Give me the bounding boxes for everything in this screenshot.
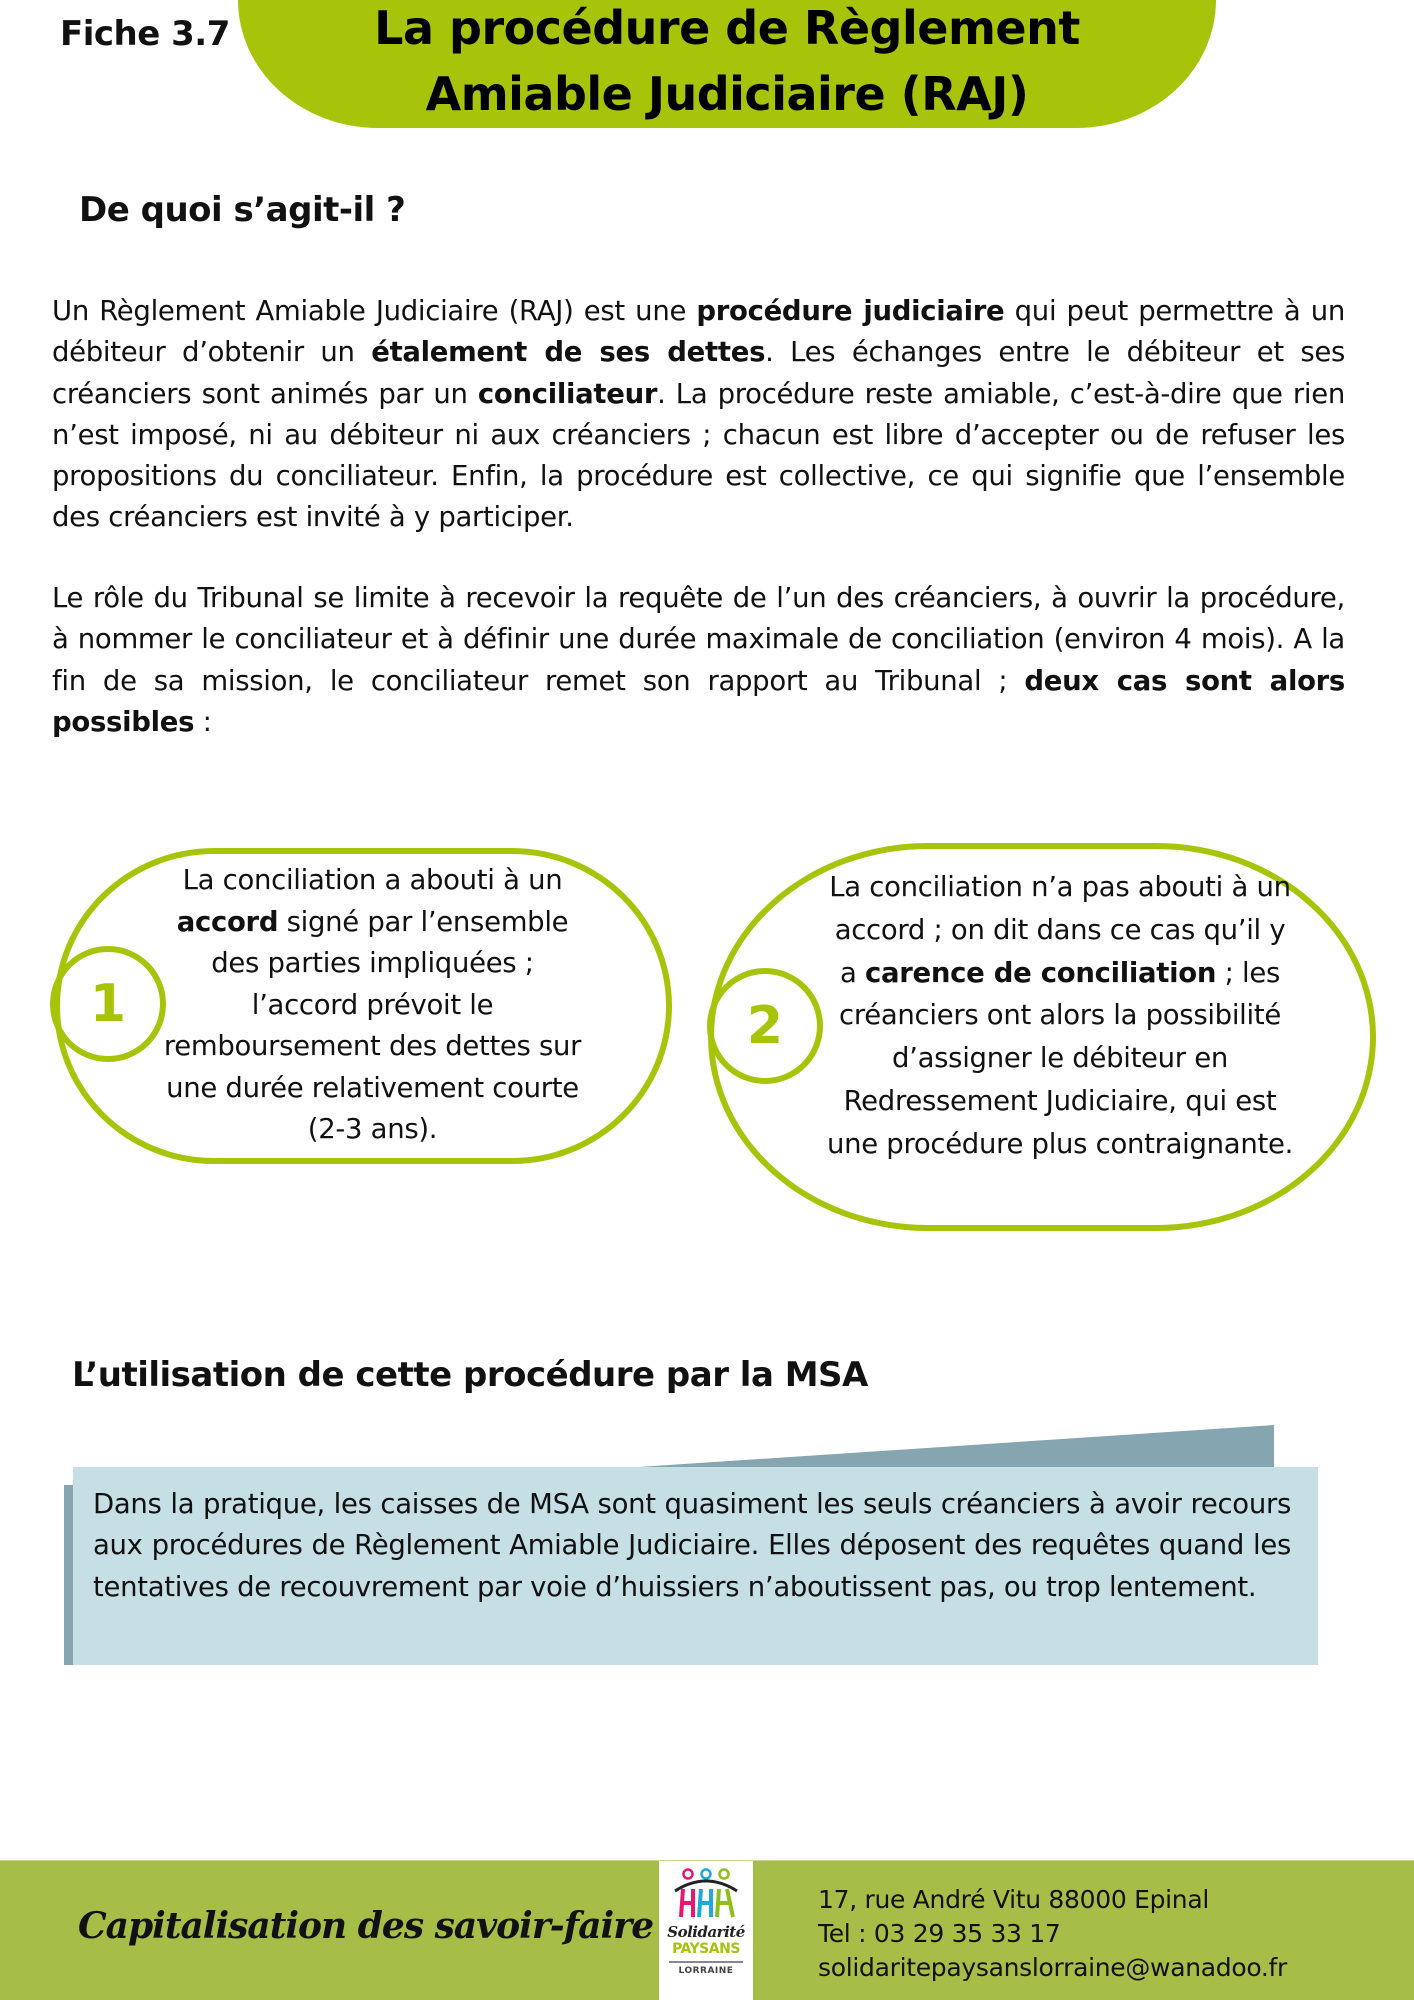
emphasis-text: conciliateur <box>477 377 658 410</box>
case-2-text <box>825 866 1295 1166</box>
footer <box>0 1860 1414 2000</box>
emphasis-text: deux cas sont alors possibles <box>52 664 1345 738</box>
title-banner <box>238 0 1216 128</box>
text-run: . Les échanges entre le débiteur et ses créanciers sont animés par un <box>52 336 1346 410</box>
page-title <box>374 0 1080 127</box>
page-title-line-2: Amiable Judiciaire (RAJ) <box>425 67 1029 121</box>
contact-address: 17, rue André Vitu 88000 Epinal <box>818 1885 1210 1914</box>
text-run: signé par l’ensemble des parties impliquées ; l’accord prévoit le remboursement des dettes sur une durée relativement courte (2-3 ans). <box>163 905 582 1145</box>
emphasis-text: carence de conciliation <box>865 956 1217 989</box>
msa-info-text: Dans la pratique, les caisses de MSA sont quasiment les seuls créanciers à avoir recours aux procédures de Règlement Amiable Judiciaire. Elles déposent des requêtes quand les tentatives de recouvrement par voie d’huissiers n’aboutissent pas, ou trop lentement. <box>93 1488 1291 1603</box>
case-1-number-badge: 1 <box>50 946 166 1062</box>
text-run: qui peut permettre à un débiteur d’obtenir un <box>52 295 1345 369</box>
emphasis-text: accord <box>176 905 279 938</box>
page-title-line-1: La procédure de Règlement <box>374 1 1080 55</box>
footer-tagline: Capitalisation des savoir-faire <box>78 1905 654 1947</box>
text-run: . La procédure reste amiable, c’est-à-dire que rien n’est imposé, ni au débiteur ni aux créanciers ; chacun est libre d’accepter ou de refuser les propositions du conciliateur. Enfin, la procédure est collective, ce qui signifie que l’ensemble des créanciers est invité à y participer. <box>52 377 1345 534</box>
people-holding-hands-icon <box>671 1867 741 1921</box>
msa-info-box <box>73 1467 1318 1665</box>
solidarite-paysans-logo <box>659 1861 753 2000</box>
emphasis-text: procédure judiciaire <box>696 295 1005 327</box>
text-run: : <box>194 705 212 738</box>
case-1-text <box>160 860 585 1151</box>
contact-info <box>818 1883 1287 1985</box>
section-title-what-is-it: De quoi s’agit-il ? <box>79 190 406 230</box>
logo-divider <box>669 1961 743 1963</box>
logo-script-text: Solidarité <box>667 1923 745 1941</box>
text-run: Le rôle du Tribunal se limite à recevoir la requête de l’un des créanciers, à ouvrir la procédure, à nommer le conciliateur et à définir une durée maximale de conciliation (environ 4 mois). A la fin de sa mission, le conciliateur remet son rapport au Tribunal ; <box>52 582 1345 697</box>
text-run: La conciliation n’a pas abouti à un accord ; on dit dans ce cas qu’il y a <box>829 871 1291 989</box>
section-title-msa: L’utilisation de cette procédure par la MSA <box>72 1355 868 1395</box>
contact-phone[interactable]: Tel : 03 29 35 33 17 <box>818 1919 1061 1948</box>
emphasis-text: étalement de ses dettes <box>371 336 766 369</box>
fiche-number: Fiche 3.7 <box>60 14 230 54</box>
text-run: Un Règlement Amiable Judiciaire (RAJ) est une <box>52 295 697 327</box>
case-2-number-badge: 2 <box>707 968 823 1084</box>
logo-name-text: PAYSANS <box>672 1941 740 1957</box>
text-run: ; les créanciers ont alors la possibilité d’assigner le débiteur en Redressement Judiciaire, qui est une procédure plus contraignante. <box>826 956 1294 1160</box>
tribunal-paragraph <box>52 578 1345 743</box>
contact-email[interactable]: solidaritepaysanslorraine@wanadoo.fr <box>818 1953 1288 1982</box>
text-run: La conciliation a abouti à un <box>182 864 563 896</box>
logo-region-text: LORRAINE <box>678 1966 734 1976</box>
intro-paragraph <box>52 291 1345 539</box>
